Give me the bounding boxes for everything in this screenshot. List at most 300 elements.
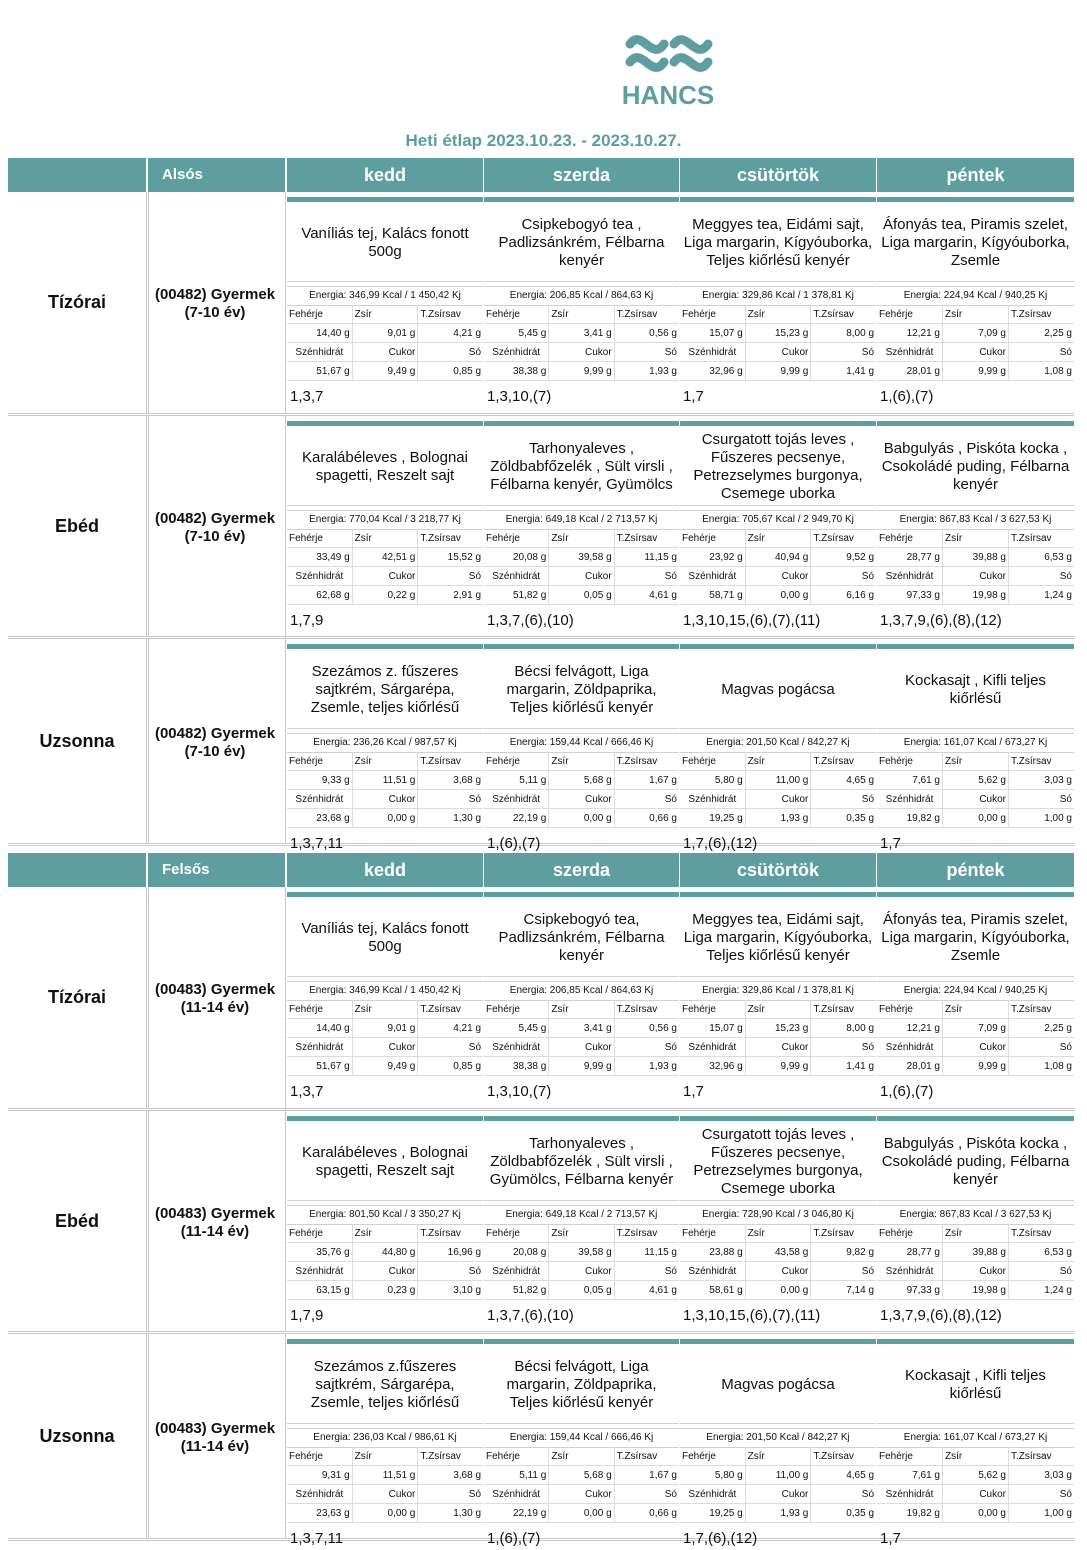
- food-description: Szezámos z.fűszeres sajtkrém, Sárgarépa, Zsemle, teljes kiőrlésű: [287, 1346, 483, 1424]
- nutrient-label: Só: [664, 1489, 677, 1500]
- nutrient-label: Fehérje: [484, 1447, 549, 1465]
- sugar-value: 0,00 g: [746, 586, 812, 604]
- nutrient-label: Só: [664, 571, 677, 582]
- energy-value: Energia: 801,50 Kcal / 3 350,27 Kj: [287, 1205, 483, 1225]
- fat-value: 11,00 g: [746, 771, 812, 789]
- nutrient-label: Fehérje: [680, 1447, 746, 1465]
- column-divider: [285, 416, 286, 636]
- nutrition-grid: [484, 1447, 679, 1523]
- nutrient-label: Szénhidrát: [484, 790, 549, 808]
- nutrient-label: Só: [861, 347, 875, 358]
- protein-value: 9,31 g: [287, 1466, 353, 1484]
- nutrition-row: [680, 343, 876, 362]
- cell-accent-bar: [680, 197, 876, 202]
- nutrient-label: T.Zsírsav: [1011, 533, 1052, 544]
- protein-value: 5,80 g: [680, 1466, 746, 1484]
- meal-row: [8, 1111, 1074, 1334]
- saturated-fat-value: 3,68 g: [453, 775, 482, 786]
- saturated-fat-value: 0,56 g: [649, 1023, 677, 1034]
- salt-value: 0,66 g: [649, 1508, 677, 1519]
- meal-row: [8, 192, 1074, 416]
- nutrient-label: Cukor: [353, 790, 419, 808]
- carbohydrate-value: 38,38 g: [484, 362, 549, 380]
- energy-value: Energia: 346,99 Kcal / 1 450,42 Kj: [287, 981, 483, 1001]
- nutrient-label: Fehérje: [287, 1224, 353, 1242]
- nutrient-label: Zsír: [549, 305, 614, 323]
- food-description: Kockasajt , Kifli teljes kiőrlésű: [877, 651, 1074, 729]
- day-cell: [680, 192, 876, 413]
- nutrient-label: T.Zsírsav: [616, 309, 658, 320]
- sugar-value: 9,99 g: [746, 1057, 812, 1075]
- age-group: (00482) Gyermek (7-10 év): [154, 724, 276, 760]
- cell-accent-bar: [680, 892, 876, 897]
- energy-value: Energia: 728,90 Kcal / 3 046,80 Kj: [680, 1205, 876, 1225]
- carbohydrate-value: 19,82 g: [877, 1504, 943, 1522]
- nutrition-grid: [287, 1224, 483, 1300]
- header-lead: [8, 158, 146, 192]
- energy-value: Energia: 649,18 Kcal / 2 713,57 Kj: [484, 510, 679, 530]
- nutrient-label: T.Zsírsav: [420, 533, 461, 544]
- nutrition-row: [484, 1466, 679, 1485]
- nutrient-label: Zsír: [549, 1447, 614, 1465]
- nutrient-label: Szénhidrát: [287, 1262, 353, 1280]
- column-divider: [146, 639, 147, 843]
- cell-accent-bar: [877, 197, 1074, 202]
- energy-value: Energia: 236,26 Kcal / 987,57 Kj: [287, 733, 483, 753]
- nutrient-label: Só: [861, 1489, 875, 1500]
- carbohydrate-value: 23,63 g: [287, 1504, 353, 1522]
- protein-value: 5,11 g: [484, 1466, 549, 1484]
- nutrient-label: Cukor: [353, 1038, 419, 1056]
- nutrition-grid: [484, 752, 679, 828]
- nutrition-row: [287, 752, 483, 771]
- nutrition-row: [287, 1000, 483, 1019]
- nutrient-label: Szénhidrát: [287, 567, 353, 585]
- nutrient-label: Szénhidrát: [680, 1038, 746, 1056]
- carbohydrate-value: 32,96 g: [680, 1057, 746, 1075]
- salt-value: 3,10 g: [453, 1285, 482, 1296]
- nutrition-row: [680, 1504, 876, 1523]
- column-divider: [148, 416, 149, 636]
- nutrition-row: [877, 1224, 1074, 1243]
- nutrient-label: Szénhidrát: [484, 1485, 549, 1503]
- nutrient-label: T.Zsírsav: [616, 1451, 658, 1462]
- day-header-csütörtök: csütörtök: [680, 853, 876, 887]
- allergen-codes: 1,7: [880, 1530, 901, 1547]
- day-cell: [287, 639, 483, 852]
- nutrition-row: [680, 1019, 876, 1038]
- nutrition-row: [877, 1447, 1074, 1466]
- nutrition-row: [877, 1038, 1074, 1057]
- nutrition-row: [484, 1281, 679, 1300]
- nutrition-grid: [287, 1447, 483, 1523]
- salt-value: 0,66 g: [649, 813, 677, 824]
- cell-accent-bar: [877, 421, 1074, 426]
- nutrient-label: T.Zsírsav: [1011, 1004, 1052, 1015]
- carbohydrate-value: 62,68 g: [287, 586, 353, 604]
- nutrient-label: Fehérje: [287, 1000, 353, 1018]
- day-header-péntek: péntek: [877, 158, 1074, 192]
- energy-value: Energia: 236,03 Kcal / 986,61 Kj: [287, 1428, 483, 1448]
- nutrition-row: [484, 1447, 679, 1466]
- salt-value: 0,85 g: [453, 366, 482, 377]
- cell-accent-bar: [680, 1339, 876, 1344]
- food-description: Karalábéleves , Bolognai spagetti, Reszelt sajt: [287, 1123, 483, 1201]
- fat-value: 5,62 g: [943, 771, 1009, 789]
- day-header-szerda: szerda: [484, 853, 679, 887]
- allergen-codes: 1,3,7,11: [290, 835, 344, 852]
- fat-value: 5,68 g: [549, 1466, 614, 1484]
- cell-accent-bar: [877, 1339, 1074, 1344]
- allergen-codes: 1,3,7: [290, 1083, 324, 1100]
- saturated-fat-value: 1,67 g: [649, 1470, 677, 1481]
- nutrition-row: [484, 324, 679, 343]
- protein-value: 23,88 g: [680, 1243, 746, 1261]
- nutrition-row: [287, 1057, 483, 1076]
- protein-value: 23,92 g: [680, 548, 746, 566]
- nutrient-label: Szénhidrát: [680, 567, 746, 585]
- nutrition-grid: [680, 1000, 876, 1076]
- carbohydrate-value: 19,25 g: [680, 809, 746, 827]
- nutrition-row: [680, 324, 876, 343]
- allergen-codes: 1,3,7,9,(6),(8),(12): [880, 1307, 1002, 1324]
- energy-value: Energia: 201,50 Kcal / 842,27 Kj: [680, 733, 876, 753]
- allergen-codes: 1,7,9: [290, 612, 324, 629]
- nutrition-row: [877, 1485, 1074, 1504]
- nutrient-label: T.Zsírsav: [420, 756, 461, 767]
- nutrient-label: Cukor: [943, 567, 1009, 585]
- nutrition-row: [877, 752, 1074, 771]
- food-description: Bécsi felvágott, Liga margarin, Zöldpaprika, Teljes kiőrlésű kenyér: [484, 1346, 679, 1424]
- nutrient-label: Szénhidrát: [877, 1485, 943, 1503]
- protein-value: 7,61 g: [877, 771, 943, 789]
- protein-value: 5,45 g: [484, 1019, 549, 1037]
- fat-value: 9,01 g: [353, 1019, 419, 1037]
- day-cell: [484, 416, 679, 636]
- nutrient-label: Szénhidrát: [484, 1262, 549, 1280]
- nutrient-label: Fehérje: [484, 529, 549, 547]
- nutrient-label: Szénhidrát: [287, 1038, 353, 1056]
- day-cell: [484, 1111, 679, 1331]
- day-header-kedd: kedd: [287, 853, 483, 887]
- nutrition-row: [484, 1262, 679, 1281]
- cell-accent-bar: [680, 644, 876, 649]
- nutrient-label: Cukor: [549, 1262, 614, 1280]
- allergen-codes: 1,(6),(7): [880, 1083, 934, 1100]
- nutrient-label: Fehérje: [484, 752, 549, 770]
- nutrient-label: T.Zsírsav: [1011, 1228, 1052, 1239]
- food-description: Babgulyás , Piskóta kocka , Csokoládé puding, Félbarna kenyér: [877, 1123, 1074, 1201]
- column-divider: [148, 1111, 149, 1331]
- nutrition-row: [877, 567, 1074, 586]
- day-cell: [877, 639, 1074, 852]
- protein-value: 28,77 g: [877, 548, 943, 566]
- nutrient-label: Zsír: [549, 1224, 614, 1242]
- nutrient-label: Fehérje: [484, 305, 549, 323]
- nutrition-row: [287, 1243, 483, 1262]
- nutrition-row: [680, 586, 876, 605]
- sugar-value: 0,00 g: [353, 1504, 419, 1522]
- nutrition-row: [877, 1243, 1074, 1262]
- carbohydrate-value: 58,71 g: [680, 586, 746, 604]
- nutrient-label: Fehérje: [877, 1224, 943, 1242]
- nutrition-row: [877, 1000, 1074, 1019]
- nutrition-row: [287, 1038, 483, 1057]
- sugar-value: 9,99 g: [943, 362, 1009, 380]
- column-divider: [146, 1111, 147, 1331]
- group-label: Alsós: [148, 158, 285, 192]
- nutrient-label: Szénhidrát: [680, 343, 746, 361]
- nutrition-row: [877, 305, 1074, 324]
- nutrition-row: [877, 548, 1074, 567]
- nutrition-row: [484, 343, 679, 362]
- nutrient-label: Só: [861, 794, 875, 805]
- nutrition-grid: [484, 1224, 679, 1300]
- carbohydrate-value: 97,33 g: [877, 586, 943, 604]
- nutrient-label: Szénhidrát: [680, 1485, 746, 1503]
- nutrition-row: [287, 1447, 483, 1466]
- nutrition-grid: [877, 305, 1074, 381]
- nutrition-row: [287, 529, 483, 548]
- nutrient-label: Cukor: [353, 1262, 419, 1280]
- nutrition-grid: [877, 529, 1074, 605]
- saturated-fat-value: 0,56 g: [649, 328, 677, 339]
- page-title: Heti étlap 2023.10.23. - 2023.10.27.: [405, 131, 682, 150]
- nutrition-row: [287, 1281, 483, 1300]
- menu-section: [8, 158, 1074, 852]
- nutrition-row: [680, 1057, 876, 1076]
- nutrition-grid: [680, 1447, 876, 1523]
- nutrient-label: Cukor: [549, 1038, 614, 1056]
- day-cell: [877, 416, 1074, 636]
- column-divider: [285, 192, 286, 413]
- salt-value: 1,00 g: [1044, 813, 1072, 824]
- column-divider: [148, 192, 149, 413]
- nutrient-label: Cukor: [549, 343, 614, 361]
- allergen-codes: 1,(6),(7): [487, 1530, 541, 1547]
- nutrition-row: [680, 771, 876, 790]
- cell-accent-bar: [484, 1116, 679, 1121]
- nutrient-label: Fehérje: [877, 1000, 943, 1018]
- nutrient-label: T.Zsírsav: [420, 1451, 461, 1462]
- nutrient-label: Szénhidrát: [680, 790, 746, 808]
- fat-value: 5,62 g: [943, 1466, 1009, 1484]
- allergen-codes: 1,3,10,15,(6),(7),(11): [683, 1307, 821, 1324]
- nutrient-label: Zsír: [549, 1000, 614, 1018]
- allergen-codes: 1,3,7,(6),(10): [487, 612, 574, 629]
- nutrient-label: Cukor: [353, 1485, 419, 1503]
- fat-value: 11,51 g: [353, 1466, 419, 1484]
- energy-value: Energia: 649,18 Kcal / 2 713,57 Kj: [484, 1205, 679, 1225]
- nutrient-label: Só: [1059, 571, 1072, 582]
- nutrition-row: [877, 809, 1074, 828]
- salt-value: 1,93 g: [649, 366, 677, 377]
- cell-accent-bar: [484, 1339, 679, 1344]
- nutrition-row: [680, 1224, 876, 1243]
- protein-value: 12,21 g: [877, 324, 943, 342]
- sugar-value: 0,23 g: [353, 1281, 419, 1299]
- nutrient-label: Cukor: [746, 567, 812, 585]
- column-divider: [285, 887, 286, 1108]
- nutrition-row: [287, 586, 483, 605]
- logo-text: HANCS: [621, 80, 715, 108]
- saturated-fat-value: 11,15 g: [644, 1247, 677, 1258]
- nutrition-grid: [287, 529, 483, 605]
- meal-row: [8, 887, 1074, 1111]
- nutrient-label: T.Zsírsav: [420, 309, 461, 320]
- nutrition-grid: [484, 305, 679, 381]
- energy-value: Energia: 867,83 Kcal / 3 627,53 Kj: [877, 1205, 1074, 1225]
- day-header-szerda: szerda: [484, 158, 679, 192]
- sugar-value: 0,00 g: [549, 809, 614, 827]
- sugar-value: 0,00 g: [943, 809, 1009, 827]
- fat-value: 39,58 g: [549, 1243, 614, 1261]
- energy-value: Energia: 206,85 Kcal / 864,63 Kj: [484, 981, 679, 1001]
- age-group: (00483) Gyermek (11-14 év): [154, 981, 276, 1016]
- day-cell: [877, 1111, 1074, 1331]
- nutrition-row: [484, 305, 679, 324]
- nutrition-row: [484, 1057, 679, 1076]
- day-header-kedd: kedd: [287, 158, 483, 192]
- cell-accent-bar: [680, 1116, 876, 1121]
- sugar-value: 0,00 g: [549, 1504, 614, 1522]
- nutrition-row: [287, 771, 483, 790]
- fat-value: 7,09 g: [943, 324, 1009, 342]
- food-description: Meggyes tea, Eidámi sajt, Liga margarin, Kígyóuborka, Teljes kiőrlésű kenyér: [680, 899, 876, 977]
- allergen-codes: 1,3,10,(7): [487, 1083, 552, 1100]
- salt-value: 1,41 g: [846, 1061, 875, 1072]
- nutrient-label: Cukor: [549, 567, 614, 585]
- allergen-codes: 1,7: [683, 388, 704, 405]
- nutrient-label: T.Zsírsav: [813, 1451, 854, 1462]
- salt-value: 0,35 g: [846, 1508, 875, 1519]
- meal-row: [8, 639, 1074, 852]
- nutrient-label: Só: [468, 1489, 482, 1500]
- meal-row: [8, 416, 1074, 639]
- nutrient-label: Fehérje: [680, 305, 746, 323]
- nutrition-grid: [287, 305, 483, 381]
- salt-value: 1,41 g: [846, 366, 875, 377]
- column-divider: [146, 192, 147, 413]
- salt-value: 4,61 g: [649, 590, 677, 601]
- nutrition-row: [680, 1243, 876, 1262]
- nutrition-row: [484, 586, 679, 605]
- nutrition-grid: [680, 1224, 876, 1300]
- nutrient-label: Zsír: [746, 529, 812, 547]
- saturated-fat-value: 11,15 g: [644, 552, 677, 563]
- energy-value: Energia: 329,86 Kcal / 1 378,81 Kj: [680, 286, 876, 306]
- fat-value: 42,51 g: [353, 548, 419, 566]
- allergen-codes: 1,3,7,(6),(10): [487, 1307, 574, 1324]
- cell-accent-bar: [484, 197, 679, 202]
- food-description: Csurgatott tojás leves , Fűszeres pecsenye, Petrezselymes burgonya, Csemege uborka: [680, 428, 876, 506]
- day-cell: [287, 192, 483, 413]
- nutrition-row: [680, 548, 876, 567]
- cell-accent-bar: [287, 1116, 483, 1121]
- nutrition-row: [680, 1262, 876, 1281]
- cell-accent-bar: [484, 421, 679, 426]
- allergen-codes: 1,7,(6),(12): [683, 835, 758, 852]
- day-cell: [680, 416, 876, 636]
- food-description: Kockasajt , Kifli teljes kiőrlésű: [877, 1346, 1074, 1424]
- nutrient-label: Zsír: [353, 752, 419, 770]
- nutrient-label: Só: [1059, 794, 1072, 805]
- allergen-codes: 1,(6),(7): [880, 388, 934, 405]
- saturated-fat-value: 15,52 g: [447, 552, 482, 563]
- column-divider: [148, 887, 149, 1108]
- nutrient-label: T.Zsírsav: [616, 1228, 658, 1239]
- fat-value: 11,00 g: [746, 1466, 812, 1484]
- fat-value: 15,23 g: [746, 1019, 812, 1037]
- nutrient-label: Cukor: [353, 343, 419, 361]
- salt-value: 1,00 g: [1044, 1508, 1072, 1519]
- sugar-value: 1,93 g: [746, 809, 812, 827]
- protein-value: 5,45 g: [484, 324, 549, 342]
- nutrition-grid: [877, 1224, 1074, 1300]
- nutrient-label: Fehérje: [484, 1224, 549, 1242]
- cell-accent-bar: [287, 1339, 483, 1344]
- column-divider: [285, 1111, 286, 1331]
- nutrition-row: [877, 1262, 1074, 1281]
- cell-accent-bar: [484, 892, 679, 897]
- sugar-value: 0,00 g: [353, 809, 419, 827]
- nutrient-label: Só: [1059, 1266, 1072, 1277]
- nutrition-row: [877, 343, 1074, 362]
- day-cell: [877, 1334, 1074, 1547]
- nutrition-row: [484, 1243, 679, 1262]
- nutrition-row: [287, 548, 483, 567]
- nutrient-label: Só: [861, 1042, 875, 1053]
- column-divider: [148, 1334, 149, 1538]
- nutrient-label: Szénhidrát: [484, 567, 549, 585]
- cell-accent-bar: [877, 644, 1074, 649]
- food-description: Magvas pogácsa: [680, 651, 876, 729]
- column-divider: [285, 1334, 286, 1538]
- food-description: Vaníliás tej, Kalács fonott 500g: [287, 899, 483, 977]
- energy-value: Energia: 346,99 Kcal / 1 450,42 Kj: [287, 286, 483, 306]
- nutrient-label: Zsír: [353, 1000, 419, 1018]
- nutrient-label: Cukor: [746, 790, 812, 808]
- nutrition-row: [484, 362, 679, 381]
- nutrient-label: T.Zsírsav: [813, 756, 854, 767]
- energy-value: Energia: 867,83 Kcal / 3 627,53 Kj: [877, 510, 1074, 530]
- saturated-fat-value: 3,03 g: [1044, 775, 1072, 786]
- sugar-value: 9,49 g: [353, 362, 419, 380]
- saturated-fat-value: 3,68 g: [453, 1470, 482, 1481]
- fat-value: 9,01 g: [353, 324, 419, 342]
- salt-value: 1,93 g: [649, 1061, 677, 1072]
- nutrition-grid: [484, 1000, 679, 1076]
- cell-accent-bar: [680, 421, 876, 426]
- allergen-codes: 1,3,7,9,(6),(8),(12): [880, 612, 1002, 629]
- protein-value: 9,33 g: [287, 771, 353, 789]
- carbohydrate-value: 22,19 g: [484, 809, 549, 827]
- energy-value: Energia: 159,44 Kcal / 666,46 Kj: [484, 733, 679, 753]
- nutrition-row: [287, 343, 483, 362]
- nutrient-label: Zsír: [943, 1224, 1009, 1242]
- saturated-fat-value: 4,21 g: [453, 328, 482, 339]
- energy-value: Energia: 161,07 Kcal / 673,27 Kj: [877, 1428, 1074, 1448]
- day-cell: [680, 887, 876, 1108]
- meal-name: Tízórai: [47, 987, 106, 1007]
- protein-value: 15,07 g: [680, 1019, 746, 1037]
- sugar-value: 9,99 g: [943, 1057, 1009, 1075]
- nutrition-row: [484, 567, 679, 586]
- saturated-fat-value: 16,96 g: [447, 1247, 482, 1258]
- nutrient-label: T.Zsírsav: [813, 1004, 854, 1015]
- nutrient-label: Zsír: [943, 752, 1009, 770]
- energy-value: Energia: 705,67 Kcal / 2 949,70 Kj: [680, 510, 876, 530]
